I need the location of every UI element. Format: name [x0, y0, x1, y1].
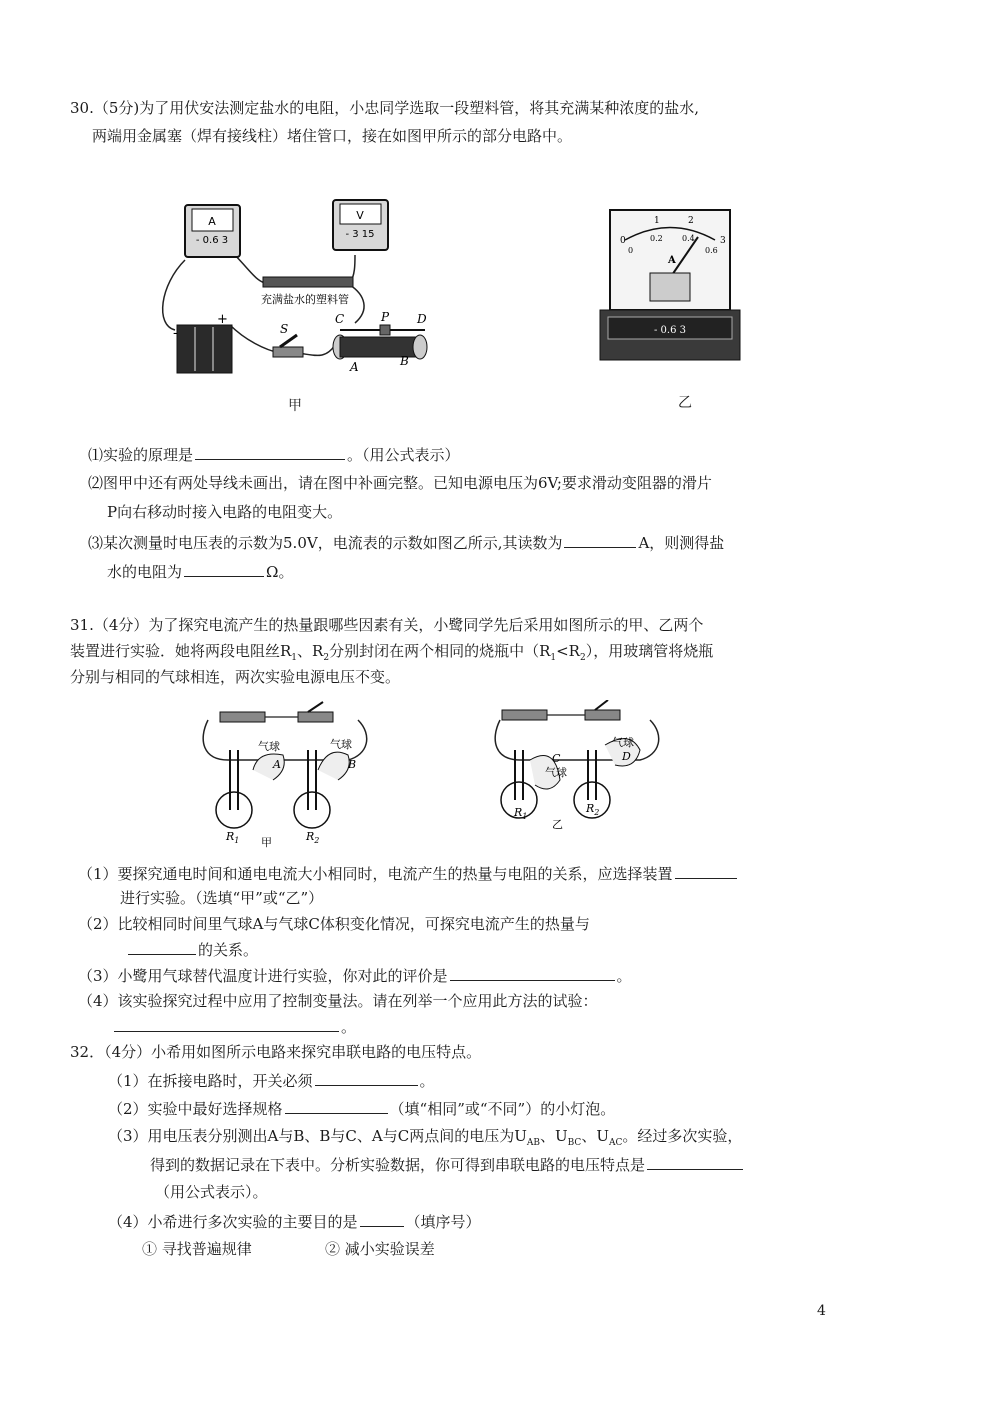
q30-sub1-blank[interactable] [195, 445, 345, 460]
yi-scale-top-2: 2 [688, 216, 694, 226]
q31-yi-letter-d: D [622, 750, 631, 763]
battery-minus: - [173, 326, 178, 341]
q31-sub4-line2: 。 [112, 1017, 356, 1036]
yi-scale-top-1: 1 [654, 216, 660, 226]
q31-jia-letter-b: B [348, 758, 357, 771]
yi-scale-bottom-06: 0.6 [705, 246, 718, 255]
q30-figure-jia [155, 195, 445, 415]
q31-jia-balloon-a: 气球 [258, 740, 280, 753]
q31-sub1-blank[interactable] [675, 864, 737, 879]
yi-scale-bottom-02: 0.2 [650, 234, 663, 243]
q30-sub3-line2: 水的电阻为 Ω。 [107, 563, 294, 581]
yi-scale-three: 3 [720, 236, 726, 246]
q32-sub4: （4）小希进行多次实验的主要目的是 （填序号） [108, 1213, 481, 1231]
ammeter-terminals: - 0.6 3 [195, 235, 229, 246]
q30-figure-yi-caption: 乙 [678, 395, 692, 411]
q32-sub3-line1: （3）用电压表分别测出A与B、B与C、A与C两点间的电压为$U_{AB}$、$U_{BC}$、$U_{AC}$。经过多次实验， [108, 1127, 743, 1148]
rheostat-b: B [400, 354, 409, 368]
q31-sub4-blank[interactable] [114, 1017, 339, 1032]
q31-yi-caption: 乙 [552, 818, 563, 831]
yi-scale-bottom-0: 0 [628, 246, 634, 255]
rheostat-p: P [381, 310, 390, 324]
q31-line1: 31.（4分）为了探究电流产生的热量跟哪些因素有关，小鹭同学先后采用如图所示的甲、乙两个 [70, 616, 704, 634]
q32-sub3-line2: 得到的数据记录在下表中。分析实验数据，你可得到串联电路的电压特点是 [150, 1155, 745, 1174]
q30-figure-jia-caption: 甲 [288, 398, 302, 414]
q31-line2: 装置进行实验．她将两段电阻丝$R_1$、$R_2$分别封闭在两个相同的烧瓶中$(R_1<R_2)$，用玻璃管将烧瓶 [70, 642, 714, 663]
switch-label: S [280, 322, 289, 336]
q30-sub3-blank-b[interactable] [184, 562, 264, 577]
q32-sub2-blank[interactable] [285, 1099, 388, 1114]
q31-jia-r2: $R_2$ [306, 830, 320, 845]
q31-sub4: （4）该实验探究过程中应用了控制变量法。请在列举一个应用此方法的试验： [78, 992, 598, 1010]
q31-sub2-line1: （2）比较相同时间里气球A与气球C体积变化情况，可探究电流产生的热量与 [78, 915, 590, 933]
q31-figure-yi [490, 700, 670, 840]
q32-option2: ② 减小实验误差 [325, 1240, 435, 1258]
voltmeter-terminals: - 3 15 [345, 229, 375, 240]
q32-sub3-blank[interactable] [647, 1155, 743, 1170]
tube-label: 充满盐水的塑料管 [261, 293, 349, 306]
q30-sub3-blank-a[interactable] [564, 533, 636, 548]
q31-sub2-line2: 的关系。 [126, 940, 258, 959]
yi-terminals: - 0.6 3 [653, 325, 687, 336]
q30-figure-yi [590, 205, 750, 370]
q31-sub1-line2: 进行实验。（选填“甲”或“乙”） [120, 889, 324, 907]
page-number: 4 [817, 1303, 826, 1319]
q32-sub1: （1）在拆接电路时，开关必须 。 [108, 1072, 435, 1090]
q31-sub3: （3）小鹭用气球替代温度计进行实验，你对此的评价是 。 [78, 967, 632, 985]
q31-figure-jia [198, 700, 378, 850]
q31-jia-r1: $R_1$ [226, 830, 240, 845]
q30-sub2-line2: P向右移动时接入电路的电阻变大。 [107, 503, 343, 521]
battery-plus: + [217, 312, 228, 327]
yi-scale-bottom-04: 0.4 [682, 234, 695, 243]
rheostat-d: D [417, 312, 427, 326]
q31-jia-caption: 甲 [261, 836, 272, 849]
q31-yi-balloon-d: 气球 [612, 736, 634, 749]
q31-yi-letter-c: C [552, 752, 561, 765]
yi-meter-label: A [668, 255, 676, 266]
yi-scale-zero-top: 0 [620, 236, 626, 246]
q31-sub2-blank[interactable] [128, 940, 196, 955]
rheostat-c: C [335, 312, 345, 326]
q30-sub3-line1: ⑶某次测量时电压表的示数为5.0V，电流表的示数如图乙所示,其读数为 A，则测得盐 [88, 534, 725, 552]
q30-sub1: ⑴实验的原理是 。（用公式表示） [88, 446, 460, 464]
q31-yi-r2: $R_2$ [586, 802, 600, 817]
q31-jia-balloon-b: 气球 [330, 738, 352, 751]
q32-sub4-blank[interactable] [360, 1212, 404, 1227]
rheostat-a: A [350, 360, 359, 374]
voltmeter-label: V [356, 209, 364, 222]
q32-sub2: （2）实验中最好选择规格 （填“相同”或“不同”）的小灯泡。 [108, 1100, 616, 1118]
q30-line1: 30.（5分)为了用伏安法测定盐水的电阻，小忠同学选取一段塑料管，将其充满某种浓度的盐水, [70, 99, 700, 117]
q32-option1: ① 寻找普遍规律 [142, 1240, 252, 1258]
q31-sub1-line1: （1）要探究通电时间和通电电流大小相同时，电流产生的热量与电阻的关系，应选择装置 [78, 864, 739, 883]
ammeter-label: A [208, 215, 216, 228]
q32-sub3-line3: （用公式表示）。 [155, 1183, 268, 1201]
q31-line3: 分别与相同的气球相连，两次实验电源电压不变。 [70, 668, 401, 686]
q30-sub2-line1: ⑵图甲中还有两处导线未画出，请在图中补画完整。已知电源电压为6V;要求滑动变阻器的滑片 [88, 474, 712, 492]
q31-yi-r1: $R_1$ [514, 806, 528, 821]
q31-yi-balloon-c: 气球 [545, 766, 567, 779]
q31-jia-letter-a: A [273, 758, 281, 771]
q30-line2: 两端用金属塞（焊有接线柱）堵住管口，接在如图甲所示的部分电路中。 [92, 127, 573, 145]
q32-line1: 32．（4分）小希用如图所示电路来探究串联电路的电压特点。 [70, 1043, 482, 1061]
q32-sub1-blank[interactable] [315, 1071, 418, 1086]
q31-sub3-blank[interactable] [450, 966, 615, 981]
